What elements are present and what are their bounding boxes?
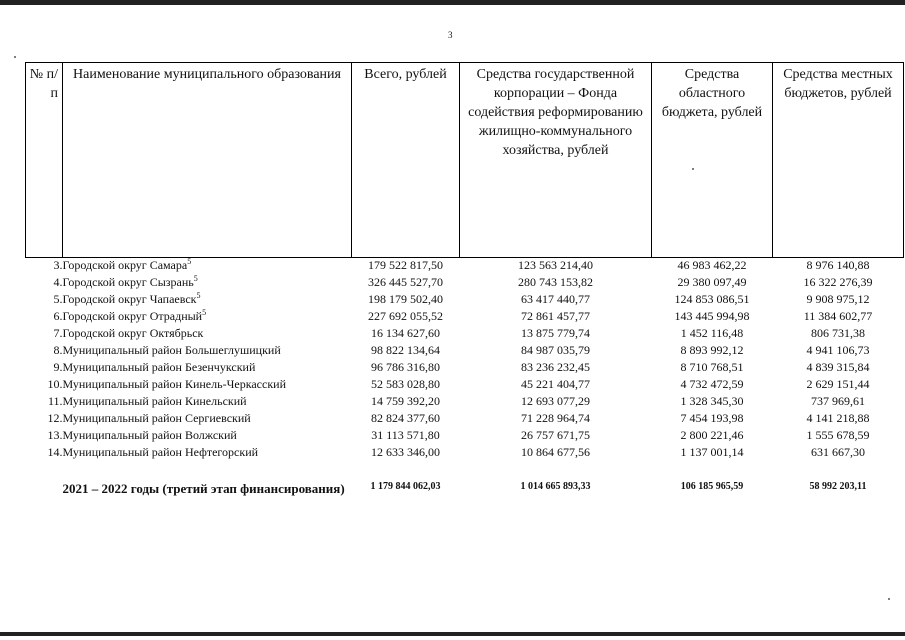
municipality-name: Муниципальный район Кинель-Черкасский xyxy=(62,377,287,391)
header-fund: Средства государственной корпорации – Фонда содействия реформированию жилищно-коммунального хозяйства, рублей xyxy=(460,63,652,258)
row-total: 14 759 392,20 xyxy=(371,394,440,408)
row-total: 227 692 055,52 xyxy=(368,309,443,323)
table-row xyxy=(26,343,904,360)
scan-top-border xyxy=(0,0,905,5)
header-total: Всего, рублей xyxy=(352,63,460,258)
municipality-name: Городской округ Чапаевск xyxy=(62,292,197,306)
row-number: 6. xyxy=(53,309,63,323)
row-regional-budget: 1 328 345,30 xyxy=(680,394,744,408)
row-local-budget: 1 555 678,59 xyxy=(806,428,870,442)
row-number: 4. xyxy=(53,275,63,289)
table-row xyxy=(26,445,904,462)
row-number: 3. xyxy=(53,258,63,272)
row-local-budget: 11 384 602,77 xyxy=(803,309,873,323)
row-number: 14. xyxy=(47,445,63,459)
municipality-name: Муниципальный район Волжский xyxy=(62,428,237,442)
footnote-marker: 5 xyxy=(187,257,192,266)
footnote-marker: 5 xyxy=(196,291,201,300)
header-local-budget: Средства местных бюджетов, рублей xyxy=(773,63,904,258)
scan-bottom-border xyxy=(0,632,905,636)
row-number: 12. xyxy=(47,411,63,425)
table-row xyxy=(26,377,904,394)
header-municipality: Наименование муниципального образования xyxy=(63,63,352,258)
row-fund: 71 228 964,74 xyxy=(521,411,590,425)
municipality-name: Городской округ Самара xyxy=(62,258,188,272)
row-regional-budget: 1 452 116,48 xyxy=(680,326,744,340)
total-row xyxy=(26,480,904,497)
municipality-name: Городской округ Сызрань xyxy=(62,275,194,289)
total-sum: 1 179 844 062,03 xyxy=(370,481,441,492)
row-local-budget: 4 941 106,73 xyxy=(806,343,870,357)
row-regional-budget: 46 983 462,22 xyxy=(677,258,747,272)
total-number xyxy=(26,480,63,497)
total-local-budget: 58 992 203,11 xyxy=(809,481,867,492)
row-municipality xyxy=(63,326,352,343)
table-row xyxy=(26,326,904,343)
municipality-name: Муниципальный район Безенчукский xyxy=(62,360,256,374)
row-total: 326 445 527,70 xyxy=(368,275,443,289)
table-row xyxy=(26,292,904,309)
row-local-budget: 737 969,61 xyxy=(811,394,865,408)
municipality-name: Городской округ Отрадный xyxy=(62,309,203,323)
row-regional-budget: 8 710 768,51 xyxy=(680,360,744,374)
scan-speck xyxy=(888,598,890,600)
row-regional-budget: 8 893 992,12 xyxy=(680,343,744,357)
municipality-name: Муниципальный район Сергиевский xyxy=(62,411,251,425)
row-municipality xyxy=(63,309,352,326)
row-number: 9. xyxy=(53,360,63,374)
total-label: 2021 – 2022 годы (третий этап финансирования) xyxy=(62,481,345,496)
row-total: 16 134 627,60 xyxy=(371,326,440,340)
footnote-marker: 5 xyxy=(193,274,198,283)
table-row xyxy=(26,275,904,292)
municipality-name: Муниципальный район Кинельский xyxy=(62,394,247,408)
scan-speck xyxy=(14,56,16,58)
row-total: 179 522 817,50 xyxy=(368,258,443,272)
row-municipality xyxy=(63,445,352,462)
table-row xyxy=(26,428,904,445)
row-regional-budget: 7 454 193,98 xyxy=(680,411,744,425)
page-number: 3 xyxy=(448,30,453,40)
table-row xyxy=(26,411,904,428)
row-regional-budget: 2 800 221,46 xyxy=(680,428,744,442)
row-municipality xyxy=(63,428,352,445)
row-total: 52 583 028,80 xyxy=(371,377,440,391)
row-total: 82 824 377,60 xyxy=(371,411,440,425)
row-number: 11. xyxy=(47,394,63,408)
row-local-budget: 806 731,38 xyxy=(811,326,865,340)
row-number: 8. xyxy=(53,343,63,357)
row-number: 10. xyxy=(47,377,63,391)
row-municipality xyxy=(63,343,352,360)
row-fund: 123 563 214,40 xyxy=(518,258,593,272)
row-local-budget: 8 976 140,88 xyxy=(806,258,870,272)
row-total: 31 113 571,80 xyxy=(371,428,440,442)
row-fund: 84 987 035,79 xyxy=(521,343,590,357)
row-municipality xyxy=(63,394,352,411)
header-regional-budget: Средства областного бюджета, рублей xyxy=(652,63,773,258)
row-fund: 83 236 232,45 xyxy=(521,360,590,374)
row-fund: 72 861 457,77 xyxy=(521,309,590,323)
row-fund: 280 743 153,82 xyxy=(518,275,593,289)
footnote-marker: 5 xyxy=(202,308,207,317)
table-header-row xyxy=(26,63,904,258)
row-local-budget: 4 839 315,84 xyxy=(806,360,870,374)
row-municipality xyxy=(63,275,352,292)
budget-table xyxy=(25,62,904,497)
row-fund: 10 864 677,56 xyxy=(521,445,590,459)
row-municipality xyxy=(63,258,352,276)
row-local-budget: 9 908 975,12 xyxy=(806,292,870,306)
municipality-name: Муниципальный район Нефтегорский xyxy=(62,445,259,459)
table-row xyxy=(26,309,904,326)
municipality-name: Муниципальный район Большеглушицкий xyxy=(62,343,281,357)
row-municipality xyxy=(63,377,352,394)
row-fund: 26 757 671,75 xyxy=(521,428,590,442)
row-regional-budget: 1 137 001,14 xyxy=(680,445,744,459)
row-municipality xyxy=(63,292,352,309)
row-number: 5. xyxy=(53,292,63,306)
municipality-name: Городской округ Октябрьск xyxy=(62,326,204,340)
row-local-budget: 631 667,30 xyxy=(811,445,865,459)
row-regional-budget: 143 445 994,98 xyxy=(674,309,750,323)
row-total: 198 179 502,40 xyxy=(368,292,443,306)
row-fund: 12 693 077,29 xyxy=(521,394,590,408)
total-fund: 1 014 665 893,33 xyxy=(520,481,591,492)
table-row xyxy=(26,360,904,377)
total-regional-budget: 106 185 965,59 xyxy=(680,481,744,492)
table-row xyxy=(26,258,904,276)
row-municipality xyxy=(63,360,352,377)
row-number: 13. xyxy=(47,428,63,442)
table-row xyxy=(26,394,904,411)
row-total: 98 822 134,64 xyxy=(371,343,440,357)
spacer-row xyxy=(26,462,904,480)
header-number: № п/п xyxy=(26,63,63,258)
row-regional-budget: 124 853 086,51 xyxy=(674,292,750,306)
row-local-budget: 4 141 218,88 xyxy=(806,411,870,425)
row-total: 96 786 316,80 xyxy=(371,360,440,374)
row-fund: 63 417 440,77 xyxy=(521,292,590,306)
row-number: 7. xyxy=(53,326,63,340)
row-local-budget: 16 322 276,39 xyxy=(803,275,873,289)
row-fund: 45 221 404,77 xyxy=(521,377,590,391)
row-municipality xyxy=(63,411,352,428)
row-local-budget: 2 629 151,44 xyxy=(806,377,870,391)
row-regional-budget: 29 380 097,49 xyxy=(677,275,747,289)
row-total: 12 633 346,00 xyxy=(371,445,440,459)
row-regional-budget: 4 732 472,59 xyxy=(680,377,744,391)
row-fund: 13 875 779,74 xyxy=(521,326,590,340)
